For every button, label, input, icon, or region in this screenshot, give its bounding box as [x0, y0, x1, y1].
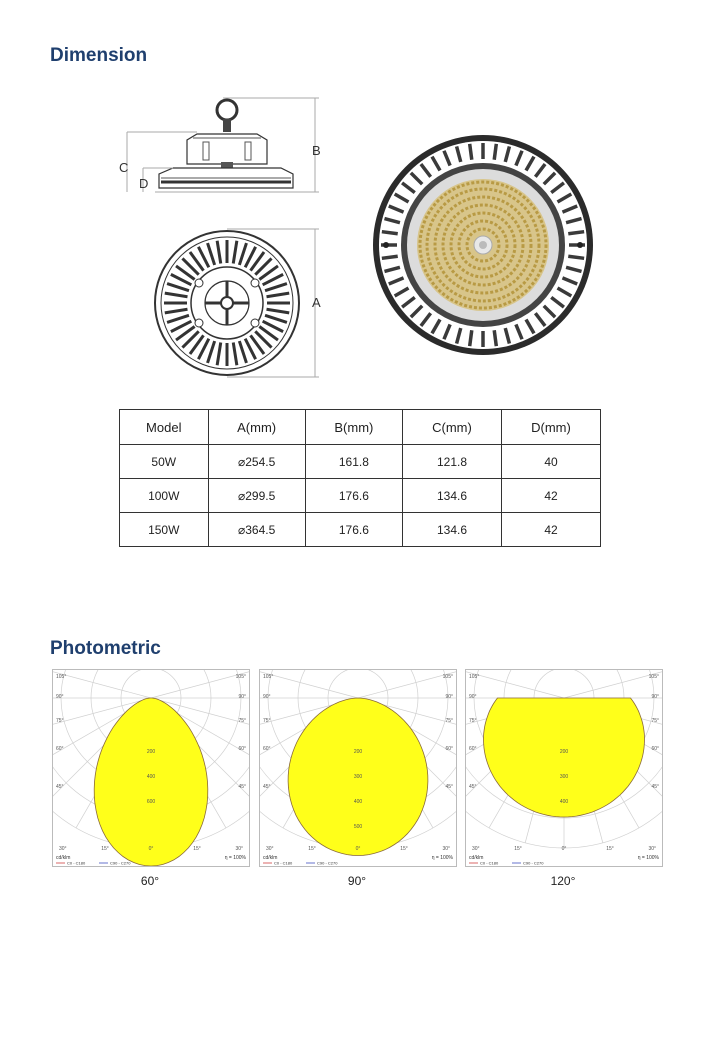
dimension-label-d: D — [139, 176, 149, 191]
dimension-label-a: A — [312, 295, 321, 310]
table-cell: ⌀364.5 — [208, 513, 305, 547]
polar-angle-label: 105° — [56, 674, 67, 680]
legend-label-c0: C0 - C180 — [67, 860, 86, 866]
polar-angle-label: 30° — [472, 846, 480, 852]
polar-angle-label: 45° — [651, 784, 659, 790]
table-cell: 176.6 — [305, 479, 402, 513]
beam-angle-label: 90° — [347, 874, 367, 888]
polar-angle-label: 90° — [651, 694, 659, 700]
legend-label-c0: C0 - C180 — [274, 860, 293, 866]
polar-angle-label: 45° — [56, 784, 64, 790]
polar-angle-label: 60° — [238, 746, 246, 752]
legend-label-c0: C0 - C180 — [480, 860, 499, 866]
polar-angle-label: 75° — [238, 718, 246, 724]
table-cell: 176.6 — [305, 513, 402, 547]
polar-angle-label: 90° — [56, 694, 64, 700]
table-cell: 150W — [120, 513, 209, 547]
polar-efficiency-label: η = 100% — [637, 855, 659, 861]
dimension-table — [119, 409, 601, 547]
polar-angle-label: 75° — [263, 718, 271, 724]
side-view-drawing — [115, 92, 330, 197]
polar-ring-label: 300 — [559, 774, 569, 780]
polar-unit-label: cd/klm — [263, 855, 278, 861]
dimension-heading: Dimension — [50, 45, 148, 66]
table-cell: 42 — [501, 479, 600, 513]
polar-ring-label: 600 — [146, 799, 156, 805]
polar-angle-label: 75° — [56, 718, 64, 724]
polar-angle-label: 105° — [648, 674, 659, 680]
polar-unit-label: cd/klm — [56, 855, 71, 861]
polar-angle-label: 15° — [606, 846, 614, 852]
table-cell: 42 — [501, 513, 600, 547]
polar-ring-label: 300 — [353, 774, 363, 780]
polar-efficiency-label: η = 100% — [224, 855, 246, 861]
polar-angle-label: 105° — [263, 674, 274, 680]
polar-ring-label: 400 — [146, 774, 156, 780]
polar-angle-label: 15° — [101, 846, 109, 852]
polar-angle-label: 60° — [445, 746, 453, 752]
side-view-fixture — [159, 100, 293, 188]
polar-angle-label: 60° — [651, 746, 659, 752]
polar-angle-label: 30° — [266, 846, 274, 852]
photometric-heading: Photometric — [50, 638, 161, 659]
polar-angle-label: 15° — [514, 846, 522, 852]
polar-angle-label: 0° — [355, 846, 361, 852]
legend-label-c90: C90 - C270 — [523, 860, 544, 866]
polar-angle-label: 30° — [59, 846, 67, 852]
polar-angle-label: 75° — [651, 718, 659, 724]
polar-angle-label: 45° — [263, 784, 271, 790]
polar-angle-label: 45° — [469, 784, 477, 790]
table-cell: ⌀299.5 — [208, 479, 305, 513]
table-header-cell: B(mm) — [305, 410, 402, 445]
polar-angle-label: 15° — [400, 846, 408, 852]
front-view-image — [368, 130, 598, 360]
table-cell: 161.8 — [305, 445, 402, 479]
polar-angle-label: 15° — [308, 846, 316, 852]
table-header-cell: A(mm) — [208, 410, 305, 445]
polar-efficiency-label: η = 100% — [431, 855, 453, 861]
intensity-curve — [94, 698, 208, 866]
table-cell: 121.8 — [403, 445, 502, 479]
table-header-cell: D(mm) — [501, 410, 600, 445]
table-cell: 50W — [120, 445, 209, 479]
legend-label-c90: C90 - C270 — [317, 860, 338, 866]
table-header-row — [120, 410, 601, 445]
polar-angle-label: 15° — [193, 846, 201, 852]
polar-ring-label: 400 — [559, 799, 569, 805]
table-row — [120, 479, 601, 513]
table-cell: 134.6 — [403, 513, 502, 547]
polar-angle-label: 45° — [238, 784, 246, 790]
beam-angle-label: 60° — [140, 874, 160, 888]
table-cell: 100W — [120, 479, 209, 513]
polar-chart-90 — [259, 669, 457, 867]
polar-angle-label: 90° — [238, 694, 246, 700]
polar-unit-label: cd/klm — [469, 855, 484, 861]
table-header-cell: C(mm) — [403, 410, 502, 445]
top-view-fixture — [155, 231, 299, 375]
polar-angle-label: 90° — [445, 694, 453, 700]
polar-ring-label: 200 — [146, 749, 156, 755]
table-cell: 134.6 — [403, 479, 502, 513]
polar-ring-label: 200 — [353, 749, 363, 755]
polar-angle-label: 30° — [442, 846, 450, 852]
beam-angle-label: 120° — [550, 874, 576, 888]
polar-angle-label: 90° — [263, 694, 271, 700]
polar-angle-label: 75° — [469, 718, 477, 724]
polar-angle-label: 90° — [469, 694, 477, 700]
top-view-drawing — [115, 225, 330, 385]
polar-angle-label: 105° — [442, 674, 453, 680]
table-cell: 40 — [501, 445, 600, 479]
legend-label-c90: C90 - C270 — [110, 860, 131, 866]
dimension-label-c: C — [119, 160, 129, 175]
polar-chart-120 — [465, 669, 663, 867]
polar-angle-label: 105° — [235, 674, 246, 680]
dimension-label-b: B — [312, 143, 321, 158]
polar-angle-label: 60° — [56, 746, 64, 752]
polar-angle-label: 75° — [445, 718, 453, 724]
polar-ring-label: 200 — [559, 749, 569, 755]
table-header-cell: Model — [120, 410, 209, 445]
polar-angle-label: 60° — [469, 746, 477, 752]
table-row — [120, 513, 601, 547]
polar-angle-label: 45° — [445, 784, 453, 790]
polar-ring-label: 400 — [353, 799, 363, 805]
table-cell: ⌀254.5 — [208, 445, 305, 479]
polar-angle-label: 30° — [235, 846, 243, 852]
polar-angle-label: 30° — [648, 846, 656, 852]
polar-angle-label: 0° — [148, 846, 154, 852]
polar-angle-label: 105° — [469, 674, 480, 680]
table-row — [120, 445, 601, 479]
polar-angle-label: 0° — [561, 846, 567, 852]
polar-angle-label: 60° — [263, 746, 271, 752]
polar-ring-label: 500 — [353, 824, 363, 830]
polar-chart-60 — [52, 669, 250, 867]
